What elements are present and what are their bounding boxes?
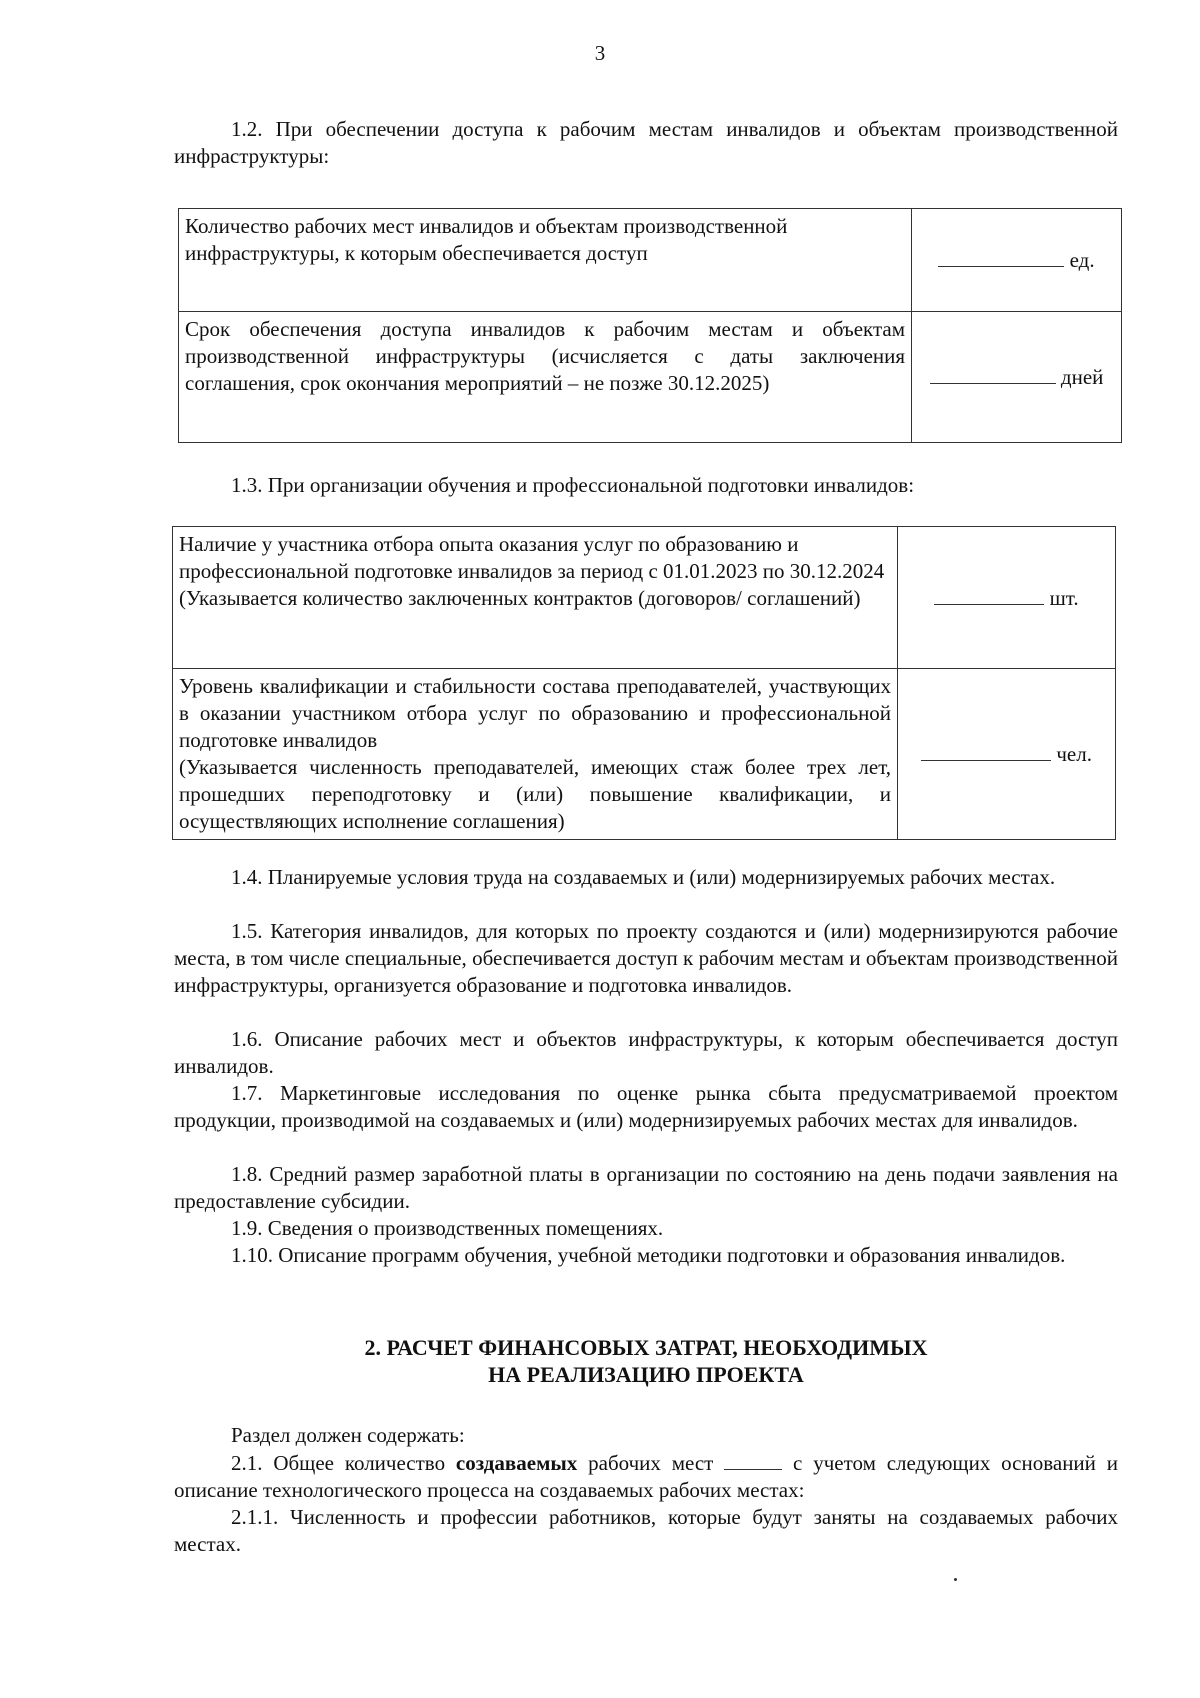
paragraph-2-1-1: 2.1.1. Численность и профессии работников, которые будут заняты на создаваемых рабочих местах. xyxy=(174,1505,1118,1556)
heading-line: 2. РАСЧЕТ ФИНАНСОВЫХ ЗАТРАТ, НЕОБХОДИМЫХ xyxy=(364,1335,928,1360)
blank-field xyxy=(934,584,1044,605)
value-cell xyxy=(912,312,1122,443)
table-row xyxy=(173,527,1116,669)
row-label: Количество рабочих мест инвалидов и объектам производственной инфраструктуры, к которым обеспечивается доступ xyxy=(179,209,912,312)
row-label xyxy=(173,669,898,840)
scan-speck xyxy=(954,1578,957,1581)
table-row xyxy=(179,312,1122,443)
paragraph-2-1 xyxy=(174,1450,1118,1504)
page-number: 3 xyxy=(594,41,606,65)
heading-line: НА РЕАЛИЗАЦИЮ ПРОЕКТА xyxy=(488,1362,804,1387)
value-cell xyxy=(898,527,1116,669)
row-label xyxy=(173,527,898,669)
paragraph-1-9: 1.9. Сведения о производственных помещениях. xyxy=(231,1216,664,1240)
blank-field xyxy=(921,740,1051,761)
paragraph-1-6: 1.6. Описание рабочих мест и объектов инфраструктуры, к которым обеспечивается доступ инвалидов. xyxy=(174,1027,1118,1078)
table-access xyxy=(178,208,1122,443)
text-run: рабочих мест xyxy=(577,1451,725,1475)
section-2-heading xyxy=(174,1334,1118,1388)
blank-field xyxy=(930,363,1056,384)
row-label-text: Наличие у участника отбора опыта оказания услуг по образованию и профессиональной подготовке инвалидов за период с 01.01.2023 по 30.12.2024 xyxy=(179,532,885,583)
row-note: (Указывается количество заключенных контрактов (договоров/ соглашений) xyxy=(179,586,861,610)
unit-label: шт. xyxy=(1049,585,1079,610)
table-row xyxy=(179,209,1122,312)
paragraph-1-3: 1.3. При организации обучения и профессиональной подготовки инвалидов: xyxy=(231,473,915,497)
row-label-text: Уровень квалификации и стабильности состава преподавателей, участвующих в оказании участником отбора услуг по образованию и профессиональной подготовке инвалидов xyxy=(179,674,892,752)
value-cell xyxy=(898,669,1116,840)
section-2-intro: Раздел должен содержать: xyxy=(231,1423,465,1447)
unit-label: ед. xyxy=(1069,248,1095,272)
value-cell xyxy=(912,209,1122,312)
unit-label: дней xyxy=(1060,365,1104,389)
unit-label: чел. xyxy=(1056,742,1092,766)
text-run: 2.1. Общее количество xyxy=(231,1451,456,1475)
paragraph-1-5: 1.5. Категория инвалидов, для которых по проекту создаются и (или) модернизируются рабочие места, в том числе специальные, обеспечивается доступ к рабочим местам и объектам производственной инфраструктуры, организуется образование и подготовка инвалидов. xyxy=(174,919,1118,997)
bold-text: создаваемых xyxy=(455,1451,578,1475)
paragraph-1-4: 1.4. Планируемые условия труда на создаваемых и (или) модернизируемых рабочих местах. xyxy=(231,865,1056,889)
table-training xyxy=(172,526,1116,840)
paragraph-1-7: 1.7. Маркетинговые исследования по оценке рынка сбыта предусматриваемой проектом продукции, производимой на создаваемых и (или) модернизируемых рабочих местах для инвалидов. xyxy=(174,1081,1118,1132)
paragraph-1-2: 1.2. При обеспечении доступа к рабочим местам инвалидов и объектам производственной инфраструктуры: xyxy=(174,117,1118,168)
paragraph-1-10: 1.10. Описание программ обучения, учебной методики подготовки и образования инвалидов. xyxy=(231,1243,1066,1267)
row-note: (Указывается численность преподавателей, имеющих стаж более трех лет, прошедших переподготовку и (или) повышение квалификации, и осуществляющих исполнение соглашения) xyxy=(179,755,892,833)
text-run: с учетом следующих оснований и описание технологического процесса на создаваемых рабочих местах: xyxy=(174,1451,1118,1502)
table-row xyxy=(173,669,1116,840)
row-label: Срок обеспечения доступа инвалидов к рабочим местам и объектам производственной инфраструктуры (исчисляется с даты заключения соглашения, срок окончания мероприятий – не позже 30.12.2025) xyxy=(179,312,912,443)
blank-field xyxy=(938,246,1064,267)
blank-field xyxy=(724,1451,782,1470)
paragraph-1-8: 1.8. Средний размер заработной платы в организации по состоянию на день подачи заявления на предоставление субсидии. xyxy=(174,1162,1118,1213)
